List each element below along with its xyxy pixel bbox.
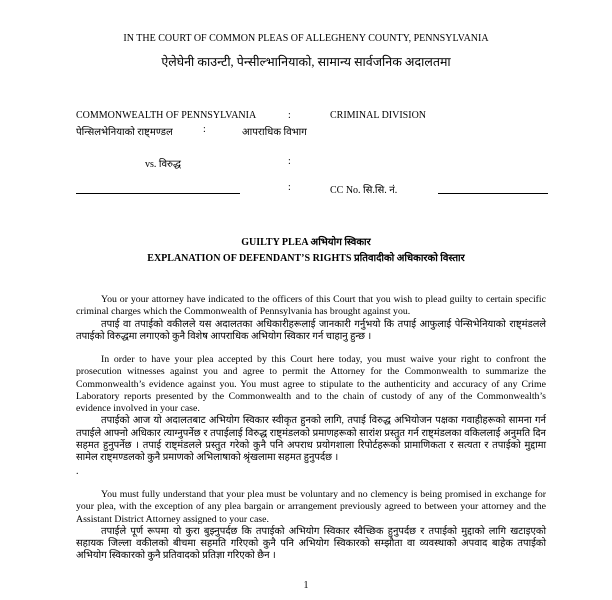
- caption-colon-3: :: [288, 156, 291, 167]
- caption-colon-4: :: [288, 182, 291, 193]
- caption-colon-1: :: [288, 110, 291, 121]
- stray-mark: .: [76, 466, 79, 477]
- paragraph-2-ne: तपाईको आज यो अदालतबाट अभियोग स्विकार स्वीकृत हुनको लागि, तपाई विरुद्ध अभियोजन पक्षका गवाहीहरूको सामना गर्न तपाईले आफ्नो अधिकार त्याग्नुपर्नेछ र तपाईलाई विरुद्ध राष्ट्मंडलको प्रमाणहरूको सारांश प्रस्तुत गर्न राष्ट्मंडलका वकिललाई अनुमति दिन सहमत हुनुपर्नेछ । तपाई राष्ट्मंडलले प्रस्तुत गरेको कुनै पनि अपराध प्रयोगशाला रिपोर्टहरूको प्रामाणिकता र सत्यता र तपाईको मुद्दामा सामेल राष्ट्मण्डलको कुनै प्रमाणको अभिलाषाको श्रृंखलामा सहमत हुनुपर्दछ ।: [76, 415, 546, 464]
- cc-no-label: CC No. सि.सि. नं.: [330, 185, 398, 196]
- paragraph-3-ne: तपाईले पूर्ण रूपमा यो कुरा बुझ्नुपर्दछ कि तपाईको अभियोग स्विकार स्वैच्छिक हुनुपर्दछ र तपाईको मुद्दाको लागि खटाइएको सहायक जिल्ला वकीलको बीचमा सहमति गरिएको कुनै पनि अभियोग स्विकारको सम्झौता वा व्यवस्थाको अपवाद बाहेक तपाईको अभियोग स्विकारको कुनै प्रतिवादको प्रतिज्ञा गरिएको छैन ।: [76, 525, 546, 562]
- paragraph-2: [76, 354, 546, 465]
- guilty-plea-title: GUILTY PLEA अभियोग स्विकार: [241, 237, 371, 248]
- paragraph-2-en: In order to have your plea accepted by this Court here today, you must waive your right to confront the prosecution witnesses against you and agree to permit the Attorney for the Commonwealth to summarize the Commonwealth’s evidence against you. You must agree to stipulate to the authenticity and accuracy of any Crime Laboratory reports presented by the Commonwealth and to the chain of custody of any of the Commonwealth’s evidence involved in your case.: [76, 354, 546, 415]
- cc-no-line: [438, 193, 548, 194]
- court-heading-en: IN THE COURT OF COMMON PLEAS OF ALLEGHENY COUNTY, PENNSYLVANIA: [123, 33, 489, 44]
- plaintiff-en: COMMONWEALTH OF PENNSYLVANIA: [76, 110, 257, 121]
- division-en: CRIMINAL DIVISION: [330, 110, 427, 121]
- defendant-name-line: [76, 193, 240, 194]
- division-ne: आपराधिक विभाग: [242, 127, 307, 138]
- paragraph-3: [76, 489, 546, 563]
- paragraph-3-en: You must fully understand that your plea must be voluntary and no clemency is being promised in exchange for your plea, with the exception of any plea bargain or arrangement previously agreed to between your attorney and the Assistant District Attorney assigned to your case.: [76, 489, 546, 525]
- paragraph-1-ne: तपाई वा तपाईको वकीलले यस अदालतका अधिकारीहरूलाई जानकारी गर्नुभयो कि तपाई आफुलाई पेन्सिभेनियाको राष्ट्मंडलले तपाईको विरुद्धमा लगाएको कुनै विशेष आपराधिक अभियोग स्विकार गर्न चाहानु हुन्छ ।: [76, 318, 546, 342]
- paragraph-1: [76, 294, 546, 343]
- caption-colon-2: :: [203, 124, 206, 135]
- court-heading-ne: ऐलेघेनी काउन्टी, पेन्सील्भानियाको, सामान्य सार्वजनिक अदालतमा: [161, 55, 451, 69]
- plaintiff-ne: पेन्सिलभेनियाको राष्ट्मण्डल: [76, 127, 173, 138]
- paragraph-1-en: You or your attorney have indicated to the officers of this Court that you wish to plead guilty to certain specific criminal charges which the Commonwealth of Pennsylvania has brought against you.: [76, 294, 546, 318]
- explanation-title: EXPLANATION OF DEFENDANT’S RIGHTS प्रतिवादीको अधिकारको विस्तार: [147, 253, 465, 264]
- versus-label: vs. विरुद्ध: [145, 159, 182, 170]
- page-number: 1: [303, 580, 309, 591]
